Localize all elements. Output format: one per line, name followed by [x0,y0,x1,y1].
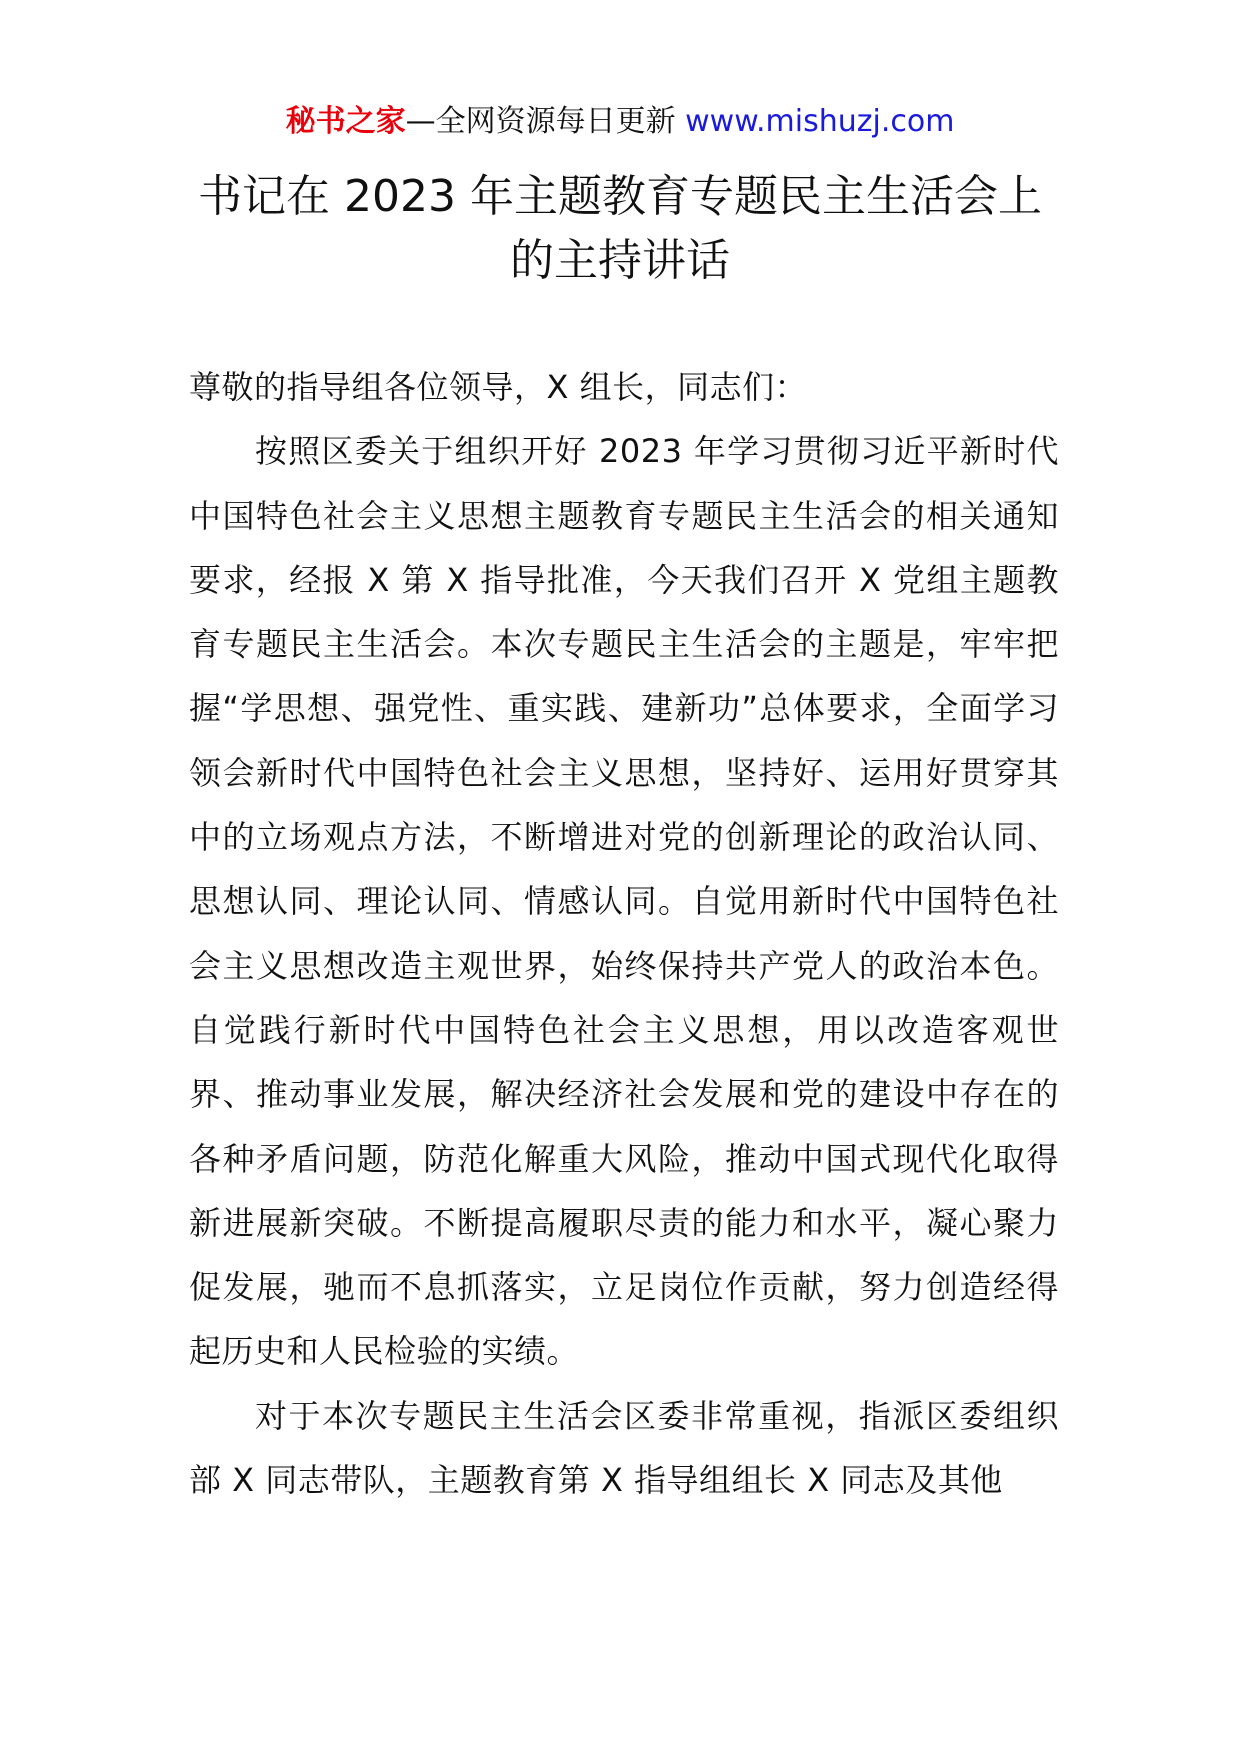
brand-name: 秘书之家 [285,104,406,139]
site-header [0,100,1240,144]
paragraph-1: 按照区委关于组织开好 2023 年学习贯彻习近平新时代中国特色社会主义思想主题教育专题民主生活会的相关通知要求，经报 X 第 X 指导批准，今天我们召开 X 党组主题教育专题民主生活会。本次专题民主生活会的主题是，牢牢把握“学思想、强党性、重实践、建新功”总体要求，全面学习领会新时代中国特色社会主义思想，坚持好、运用好贯穿其中的立场观点方法，不断增进对党的创新理论的政治认同、思想认同、理论认同、情感认同。自觉用新时代中国特色社会主义思想改造主观世界，始终保持共产党人的政治本色。自觉践行新时代中国特色社会主义思想，用以改造客观世界、推动事业发展，解决经济社会发展和党的建设中存在的各种矛盾问题，防范化解重大风险，推动中国式现代化取得新进展新突破。不断提高履职尽责的能力和水平，凝心聚力促发展，驰而不息抓落实，立足岗位作贡献，努力创造经得起历史和人民检验的实绩。 [189,432,1059,1371]
title-line-2: 的主持讲话 [510,235,730,286]
salutation: 尊敬的指导组各位领导，X 组长，同志们： [189,368,808,406]
paragraph-2: 对于本次专题民主生活会区委非常重视，指派区委组织部 X 同志带队，主题教育第 X 指导组组长 X 同志及其他 [189,1396,1059,1500]
title-line-1: 书记在 2023 年主题教育专题民主生活会上 [198,171,1042,222]
document-title [150,165,1090,293]
site-url-link[interactable]: www.mishuzj.com [685,104,955,139]
header-tagline: —全网资源每日更新 [405,104,676,139]
document-body [189,355,1059,1512]
